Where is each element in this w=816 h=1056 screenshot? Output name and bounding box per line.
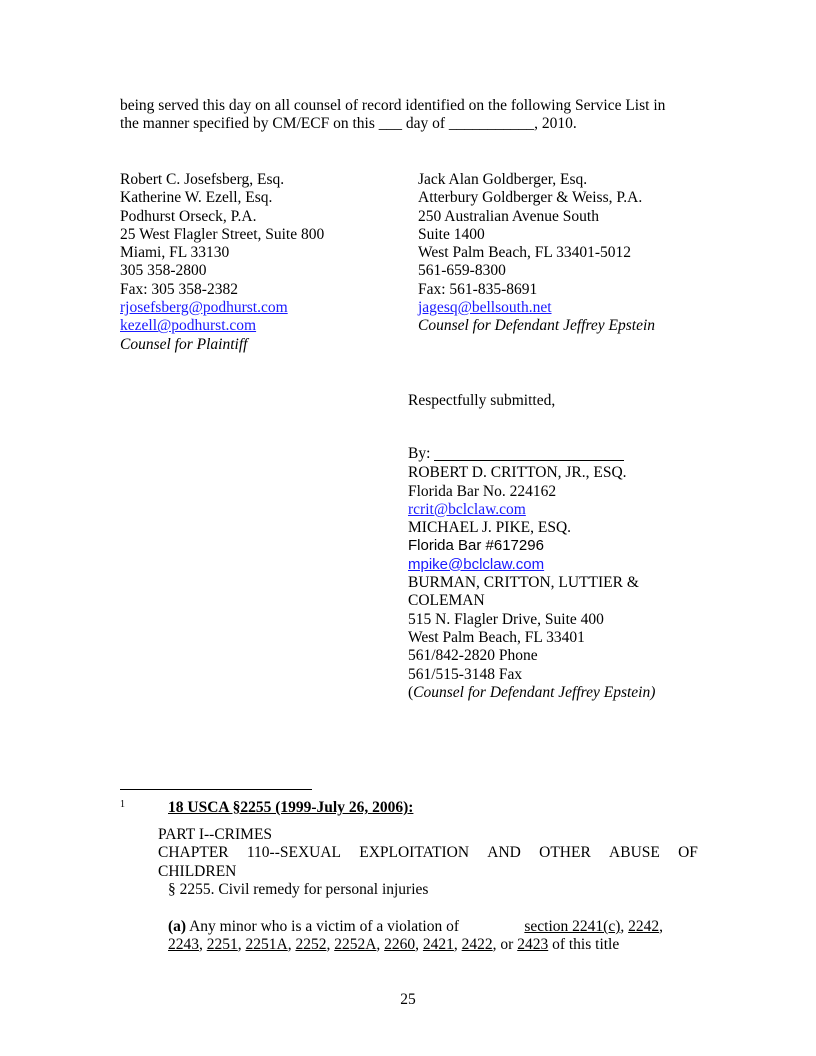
bar-number: Florida Bar No. 224162 [408, 482, 557, 500]
email-link-pike[interactable]: mpike@bclclaw.com [408, 555, 545, 573]
role-paren: ( [408, 683, 414, 701]
statute-ref: 2252A [334, 936, 377, 954]
footnote-heading: 18 USCA §2255 (1999-July 26, 2006): [168, 799, 414, 816]
by-label: By: [408, 445, 431, 462]
footnote-separator [120, 789, 312, 790]
intro-line-1: being served this day on all counsel of record identified on the following Service List in [120, 97, 666, 114]
counsel-role: Counsel for Defendant Jeffrey Epstein) [413, 683, 656, 701]
email-link-ezell[interactable]: kezell@podhurst.com [120, 317, 257, 335]
signature-line [434, 442, 624, 461]
email-link-josefsberg[interactable]: rjosefsberg@podhurst.com [120, 299, 288, 317]
attorney-name: ROBERT D. CRITTON, JR., ESQ. [408, 464, 627, 482]
counsel-line: Suite 1400 [418, 225, 485, 243]
counsel-line: 305 358-2800 [120, 262, 207, 280]
counsel-line: Fax: 561-835-8691 [418, 280, 538, 298]
subsection-a: (a) Any minor who is a victim of a violation of section 2241(c), 2242, 2243, 2251, 2251A, 2252, 2252A, 2260, 2421, 2422, or 2423 of this title [168, 918, 663, 954]
firm-name-cont: COLEMAN [408, 592, 485, 610]
page-number: 25 [400, 991, 416, 1008]
statute-ref: 2251 [206, 936, 238, 954]
signature-block [408, 445, 718, 702]
counsel-line: 25 West Flagler Street, Suite 800 [120, 225, 325, 243]
plaintiff-counsel-block [120, 171, 390, 354]
attorney-name: MICHAEL J. PIKE, ESQ. [408, 519, 572, 537]
firm-name: BURMAN, CRITTON, LUTTIER & [408, 574, 639, 592]
counsel-role: Counsel for Plaintiff [120, 335, 248, 353]
bar-number: Florida Bar #617296 [408, 537, 544, 555]
counsel-line: West Palm Beach, FL 33401-5012 [418, 244, 631, 262]
intro-paragraph [120, 97, 710, 134]
firm-city: West Palm Beach, FL 33401 [408, 628, 585, 646]
statute-ref: 2423 [517, 936, 549, 954]
statute-ref: 2243 [168, 936, 199, 954]
counsel-line: Robert C. Josefsberg, Esq. [120, 171, 285, 188]
counsel-line: Fax: 305 358-2382 [120, 280, 238, 298]
statute-ref: 2251A [245, 936, 288, 954]
intro-line-2: the manner specified by CM/ECF on this ___ day of ___________, 2010. [120, 115, 577, 133]
counsel-line: Katherine W. Ezell, Esq. [120, 189, 273, 207]
footnote-mark: 1 [120, 799, 125, 810]
counsel-role: Counsel for Defendant Jeffrey Epstein [418, 317, 656, 335]
defendant-counsel-block [418, 171, 718, 336]
statute-part: PART I--CRIMES [158, 826, 273, 843]
counsel-line: 561-659-8300 [418, 262, 506, 280]
subsection-label: (a) [168, 918, 187, 935]
statute-section: § 2255. Civil remedy for personal injuries [168, 880, 429, 898]
firm-fax: 561/515-3148 Fax [408, 665, 523, 683]
email-link-critton[interactable]: rcrit@bclclaw.com [408, 500, 526, 518]
statute-chapter: CHAPTER 110--SEXUAL EXPLOITATION AND OTHER ABUSE OF [158, 844, 698, 862]
counsel-line: Jack Alan Goldberger, Esq. [418, 171, 588, 188]
counsel-line: Miami, FL 33130 [120, 244, 230, 262]
counsel-line: Atterbury Goldberger & Weiss, P.A. [418, 189, 643, 207]
statute-ref: 2242 [628, 918, 660, 935]
statute-ref: section 2241(c) [524, 918, 621, 935]
email-link-goldberger[interactable]: jagesq@bellsouth.net [418, 299, 552, 317]
firm-phone: 561/842-2820 Phone [408, 647, 538, 665]
statute-ref: 2252 [295, 936, 327, 954]
counsel-line: 250 Australian Avenue South [418, 207, 599, 225]
statute-ref: 2260 [384, 936, 416, 954]
counsel-line: Podhurst Orseck, P.A. [120, 207, 257, 225]
respectfully-submitted: Respectfully submitted, [408, 392, 556, 409]
statute-ref: 2422 [461, 936, 493, 954]
statute-text [158, 826, 698, 899]
statute-chapter-cont: CHILDREN [158, 862, 237, 880]
statute-ref: 2421 [422, 936, 454, 954]
firm-address: 515 N. Flagler Drive, Suite 400 [408, 610, 604, 628]
